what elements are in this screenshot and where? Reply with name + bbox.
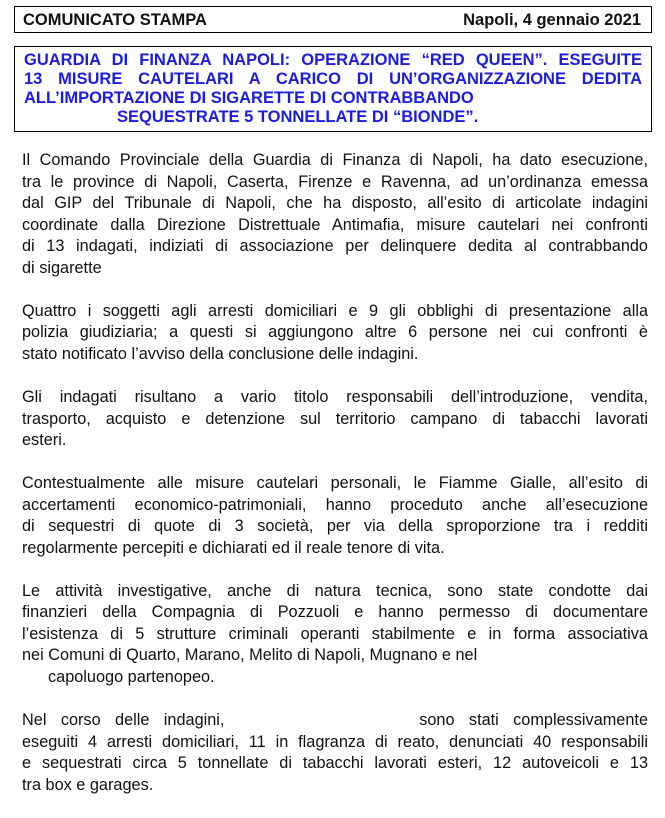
text-line: capoluogo partenopeo. [48, 668, 215, 687]
text-fragment: sono stati complessivamente [419, 710, 648, 729]
text-line: tra le province di Napoli, Caserta, Firenze e Ravenna, ad un’ordinanza emessa [22, 172, 648, 191]
paragraph-4 [22, 473, 648, 559]
header-box [14, 6, 652, 33]
text-line: dal GIP del Tribunale di Napoli, che ha disposto, all’esito di articolate indagini [22, 194, 648, 213]
text-line: di sequestri di quote di 3 società, per via della sproporzione tra i redditi [22, 517, 648, 536]
body-text [22, 150, 648, 818]
text-line: Gli indagati risultano a vario titolo responsabili dell’introduzione, vendita, [22, 387, 648, 406]
text-line: trasporto, acquisto e detenzione sul territorio campano di tabacchi lavorati [22, 409, 648, 428]
text-line: stato notificato l’avviso della conclusione delle indagini. [22, 345, 419, 364]
text-line: Contestualmente alle misure cautelari personali, le Fiamme Gialle, all’esito di [22, 474, 648, 493]
text-line: eseguiti 4 arresti domiciliari, 11 in flagranza di reato, denunciati 40 responsabili [22, 732, 648, 751]
headline-line: SEQUESTRATE 5 TONNELLATE DI “BIONDE”. [117, 108, 479, 126]
paragraph-3 [22, 387, 648, 452]
text-line: polizia giudiziaria; a questi si aggiungono altre 6 persone nei cui confronti è [22, 323, 648, 342]
text-line: tra box e garages. [22, 775, 154, 794]
text-line: Le attività investigative, anche di natura tecnica, sono state condotte dai [22, 581, 648, 600]
paragraph-1 [22, 150, 648, 280]
text-line: e sequestrati circa 5 tonnellate di tabacchi lavorati esteri, 12 autoveicoli e 13 [22, 754, 648, 773]
text-line: nei Comuni di Quarto, Marano, Melito di Napoli, Mugnano e nel [22, 646, 478, 665]
paragraph-6 [22, 710, 648, 796]
text-line: coordinate dalla Direzione Distrettuale Antimafia, misure cautelari nei confronti [22, 215, 648, 234]
text-line: esteri. [22, 431, 67, 450]
paragraph-2 [22, 301, 648, 366]
document-type-label: COMUNICATO STAMPA [23, 11, 207, 29]
headline-box [14, 46, 652, 132]
text-line: di 13 indagati, indiziati di associazione per delinquere dedita al contrabbando [22, 237, 648, 256]
paragraph-5 [22, 581, 648, 689]
headline-line: ALL’IMPORTAZIONE DI SIGARETTE DI CONTRABBANDO [24, 89, 474, 107]
text-line: regolarmente percepiti e dichiarati ed il reale tenore di vita. [22, 538, 445, 557]
text-line: Il Comando Provinciale della Guardia di Finanza di Napoli, ha dato esecuzione, [22, 151, 648, 169]
headline-line: GUARDIA DI FINANZA NAPOLI: OPERAZIONE “RED QUEEN”. ESEGUITE [24, 51, 642, 69]
text-line: di sigarette [22, 258, 102, 277]
headline-line: 13 MISURE CAUTELARI A CARICO DI UN’ORGANIZZAZIONE DEDITA [24, 70, 642, 88]
text-fragment: Nel corso delle indagini, [22, 710, 225, 729]
text-line: Quattro i soggetti agli arresti domiciliari e 9 gli obblighi di presentazione alla [22, 301, 648, 320]
text-line: finanzieri della Compagnia di Pozzuoli e hanno permesso di documentare [22, 603, 648, 622]
place-date-label: Napoli, 4 gennaio 2021 [463, 11, 641, 29]
text-line: l’esistenza di 5 strutture criminali operanti stabilmente e in forma associativa [22, 624, 648, 643]
text-line [22, 710, 648, 732]
text-line: accertamenti economico-patrimoniali, hanno proceduto anche all’esecuzione [22, 495, 648, 514]
